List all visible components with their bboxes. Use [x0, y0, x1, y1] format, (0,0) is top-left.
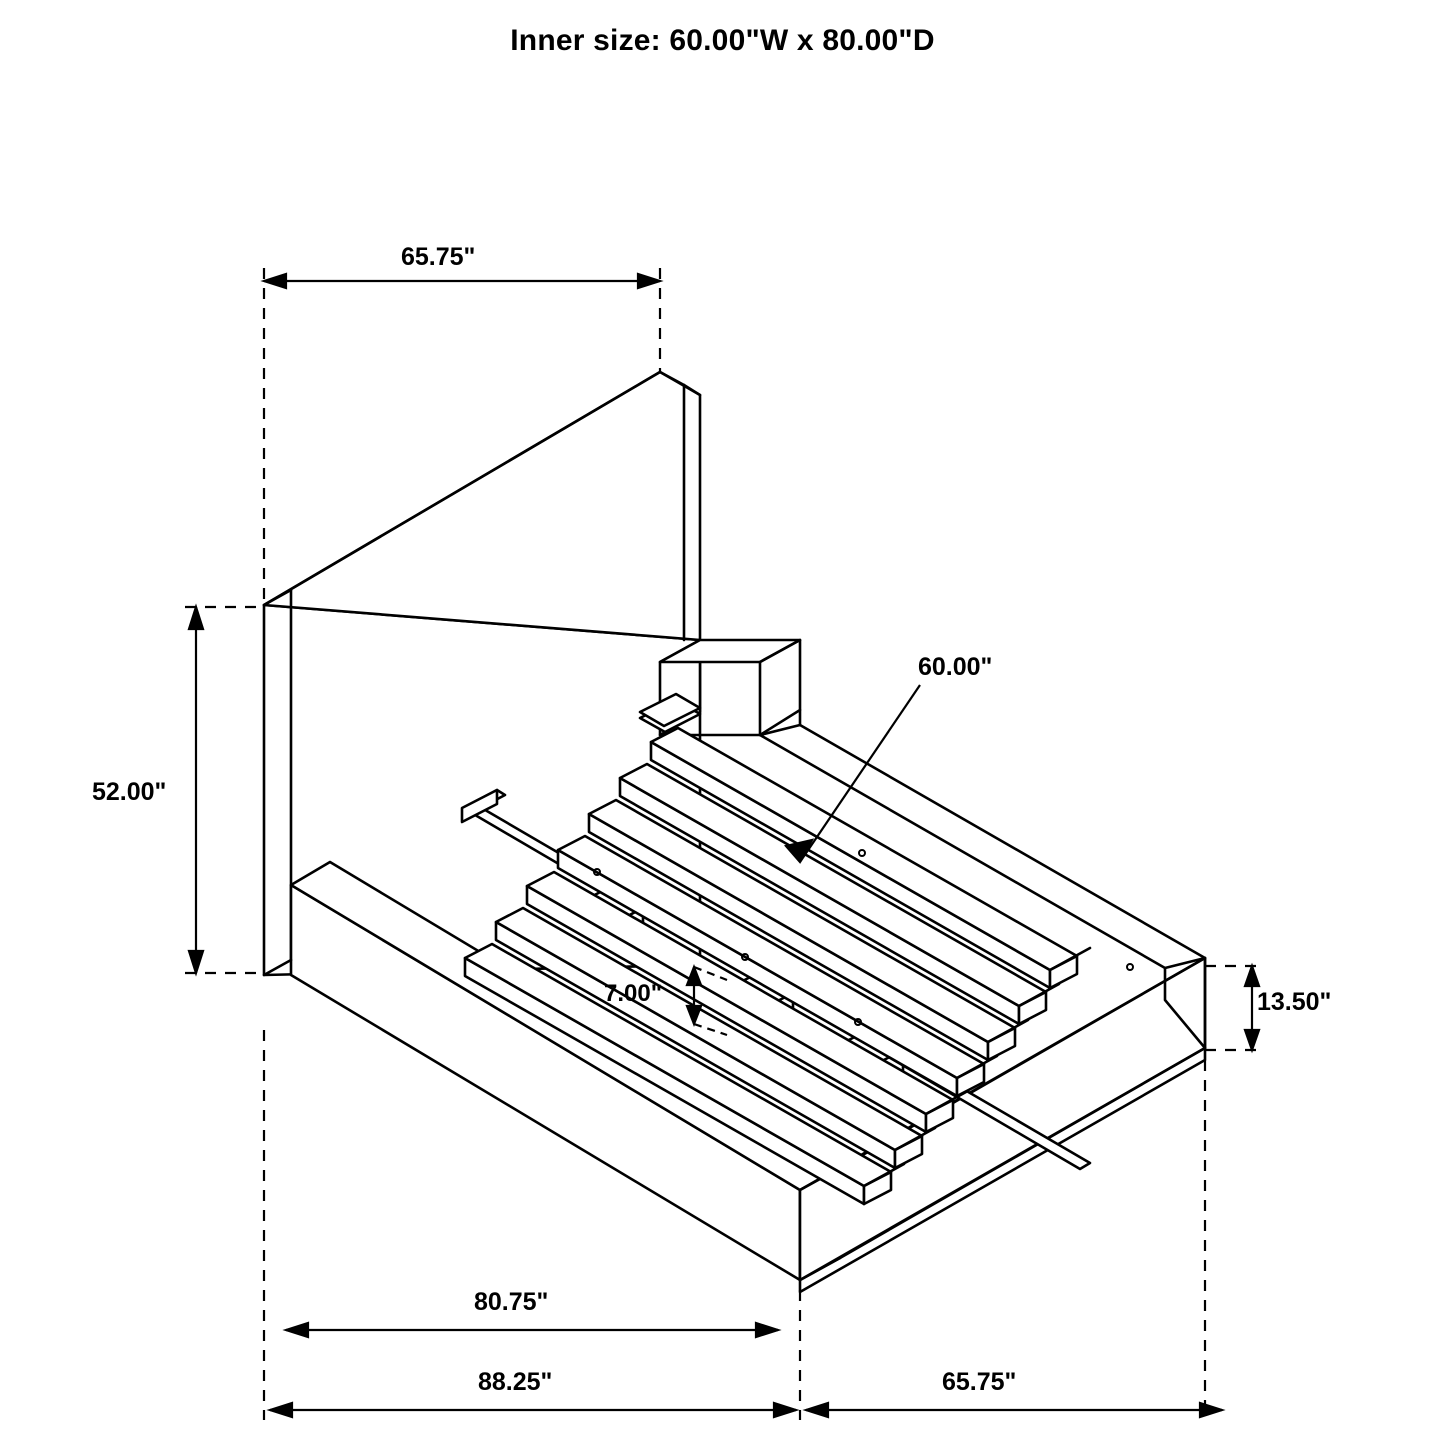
dim-label-slat-span: 60.00" [918, 653, 993, 681]
dim-label-overall-width: 65.75" [942, 1368, 1017, 1396]
page-title: Inner size: 60.00"W x 80.00"D [510, 24, 935, 57]
dim-label-slat-clearance: 7.00" [604, 980, 663, 1007]
dim-label-deck-height: 13.50" [1257, 988, 1332, 1016]
dim-headboard-height [189, 607, 203, 973]
dim-overall-width [806, 1403, 1222, 1417]
dim-label-headboard-height: 52.00" [92, 778, 167, 806]
dim-label-overall-length: 88.25" [478, 1368, 553, 1396]
dim-label-bed-length: 80.75" [474, 1288, 549, 1316]
dim-bed-length [286, 1323, 778, 1337]
dim-overall-length [270, 1403, 796, 1417]
dim-label-headboard-width: 65.75" [401, 243, 476, 271]
dim-headboard-width [264, 274, 660, 288]
